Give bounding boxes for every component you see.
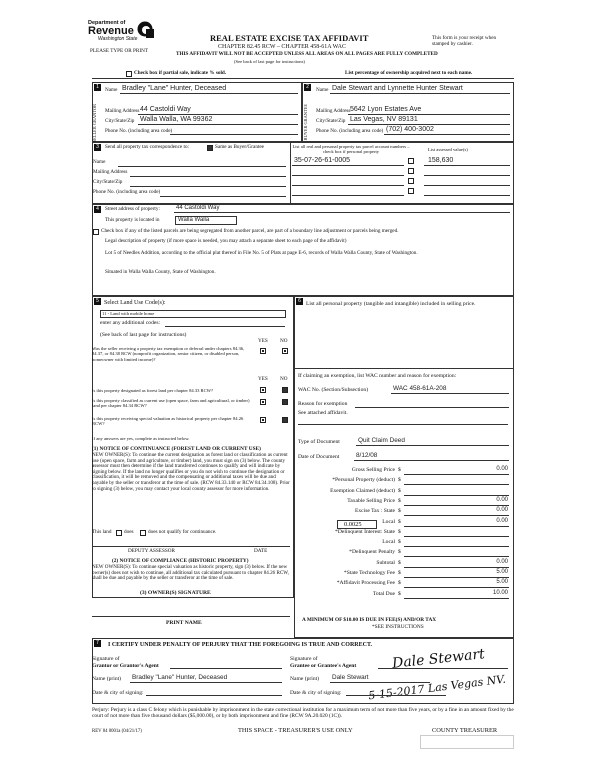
historic-question: Is this property receiving special valuation as historical property per chapter 84.26 RCW? [92, 416, 244, 427]
assessed-value-field[interactable]: 158,630 [428, 157, 454, 164]
completion-warning: THIS AFFIDAVIT WILL NOT BE ACCEPTED UNLESS ALL AREAS ON ALL PAGES ARE FULLY COMPLETED [176, 51, 438, 57]
buyer-mailing-field[interactable]: 5642 Lyon Estates Ave [350, 106, 422, 113]
personal-property-checkbox-1[interactable] [408, 158, 414, 164]
no-header-1: NO [280, 338, 288, 344]
calc-dollar-sign: $ [398, 487, 401, 494]
calc-row-label: Subtotal [376, 559, 395, 566]
calc-dollar-sign: $ [398, 549, 401, 556]
calc-row-label: *State Technology Fee [343, 570, 395, 576]
see-attached-note: See attached affidavit. [298, 410, 348, 416]
calc-row-label: *Personal Property (deduct) [332, 477, 395, 484]
calc-dollar-sign: $ [398, 497, 401, 504]
hist-no-checkbox[interactable] [282, 417, 288, 423]
treasurer-space-label: THIS SPACE - TREASURER'S USE ONLY [238, 727, 353, 734]
minimum-due-note: A MINIMUM OF $10.00 IS DUE IN FEE(S) AND/OR TAX [302, 617, 437, 623]
logo-agency: Revenue [88, 25, 134, 37]
seller-phone-label: Phone No. (including area code) [105, 128, 173, 134]
calc-row-value[interactable]: 0.00 [496, 517, 508, 524]
land-use-see-back: (See back of last page for instructions) [100, 332, 187, 338]
calc-dollar-sign: $ [398, 559, 401, 566]
street-label: Street address of property: [105, 206, 160, 212]
does-label: does [124, 529, 134, 535]
calc-dollar-sign: $ [398, 518, 401, 525]
seller-name-label: Name [105, 87, 118, 93]
buyer-phone-field[interactable]: (702) 400-3002 [386, 126, 434, 133]
buyer-csz-field[interactable]: Las Vegas, NV 89131 [350, 116, 418, 123]
doc-type-field[interactable]: Quit Claim Deed [358, 437, 405, 444]
calc-row-value[interactable]: 10.00 [492, 589, 508, 596]
calc-row-label: Total Due [372, 590, 395, 597]
land-use-code-value: 11 - Land with mobile home [102, 311, 155, 316]
calc-dollar-sign: $ [398, 508, 401, 515]
section-number-5: 5 [94, 298, 101, 305]
seller-mailing-field[interactable]: 44 Castoldi Way [140, 106, 191, 113]
yes-header-2: YES [258, 376, 268, 382]
forest-question: Is this property designated as forest land per chapter 84.33 RCW? [92, 388, 214, 393]
assessed-header: List assessed value(s) [428, 147, 468, 152]
additional-codes-label: enter any additional codes: [100, 320, 161, 326]
grantor-sig-label-1: Signature of [92, 656, 120, 662]
calc-dollar-sign: $ [398, 590, 401, 597]
page-title: REAL ESTATE EXCISE TAX AFFIDAVIT [210, 33, 369, 43]
doc-date-label: Date of Document [298, 454, 340, 460]
taxcorr-csz-label: City/State/Zip [93, 179, 123, 185]
exempt-yes-checkbox[interactable] [260, 348, 266, 354]
calc-row-value[interactable]: 0.00 [496, 496, 508, 503]
boundary-note: Check box if any of the listed parcels are being segregated from another parcel, are part of a boundary line adjustment or parcels being merged. [101, 228, 399, 234]
taxcorr-mailing-label: Mailing Address [93, 169, 128, 175]
doc-date-field[interactable]: 8/12/08 [356, 452, 378, 459]
open-yes-checkbox[interactable] [260, 399, 266, 405]
personal-property-label: List all personal property (tangible and intangible) included in selling price. [306, 301, 476, 307]
yes-header-1: YES [258, 338, 268, 344]
calc-row-value[interactable]: 5.00 [496, 579, 508, 586]
notice1-body: NEW OWNER(S): To continue the current designation as forest land or classification as current use (open space, farm and agriculture, or timber) land, you must sign on (3) below. The county assessor must then determine if the land transferred continues to qualify and will indicate by signing below. If the land no longer qualifies or you do not wish to continue the designation or classification, it will be removed and the compensating or additional taxes will be due and payable by the seller or transferor at the time of sale. (RCW 84.33.140 or RCW 84.34.108). Prior to signing (3) below, you may contact your local county assessor for more information. [92, 452, 290, 492]
reason-label: Reason for exemption [298, 401, 348, 407]
hist-yes-checkbox[interactable] [260, 417, 266, 423]
calc-row-label: Exemption Claimed (deduct) [330, 487, 395, 494]
section-number-3: 3 [94, 144, 101, 151]
located-in-value: Walla Walla [178, 217, 210, 223]
calc-dollar-sign: $ [398, 539, 401, 546]
seller-csz-label: City/State/Zip [105, 118, 135, 124]
seller-side-label: SELLER GRANTOR [92, 104, 97, 143]
no-header-2: NO [280, 376, 288, 382]
partial-sale-label: Check box if partial sale, indicate % sold. [134, 70, 227, 76]
section-number-1: 1 [94, 84, 101, 91]
section-number-4: 4 [94, 206, 101, 213]
exemption-label: If claiming an exemption, list WAC number and reason for exemption: [298, 373, 457, 379]
seller-mailing-label: Mailing Address [105, 108, 140, 114]
legal-description-2: Situated in Walla Walla County, State of Washington. [105, 269, 216, 275]
certify-title: I CERTIFY UNDER PENALTY OF PERJURY THAT THE FOREGOING IS TRUE AND CORRECT. [108, 642, 373, 648]
grantor-name-label: Name (print) [92, 676, 122, 682]
land-use-label: Select Land Use Code(s): [104, 300, 166, 306]
same-as-buyer-label: Same as Buyer/Grantee [215, 144, 264, 150]
land-does-label: This land [92, 529, 112, 535]
please-type: PLEASE TYPE OR PRINT [90, 48, 148, 54]
same-as-buyer-checkbox[interactable] [207, 145, 213, 151]
see-back-note: (See back of last page for instructions) [234, 59, 305, 64]
grantor-date-label: Date & city of signing: [92, 690, 144, 696]
exemption-question: Was the seller receiving a property tax exemption or deferral under chapters 84.36, 84.37, or 84.38 RCW (nonprofit organization, senior citizen, or disabled person, homeowner with limited income)? [92, 346, 245, 362]
section-number-6: 6 [296, 298, 303, 305]
grantor-sig-label-2: Grantor or Grantor's Agent [92, 663, 159, 669]
deputy-date-label: DATE [254, 548, 268, 554]
buyer-name-label: Name [316, 87, 329, 93]
personal-property-checkbox-2[interactable] [408, 168, 414, 174]
section-number-2: 2 [304, 84, 311, 91]
partial-sale-checkbox[interactable] [126, 71, 132, 77]
open-space-question: Is this property classified as current use (open space, farm and agricultural, or timber) land per chapter 84.34 RCW? [92, 398, 250, 409]
calc-dollar-sign: $ [398, 528, 401, 535]
parcels-header: List all real and personal property tax parcel account numbers – check box if personal property [292, 144, 410, 155]
calc-row-label: *Delinquent Interest: State [335, 528, 395, 535]
notice2-body: NEW OWNER(S): To continue special valuation as historic property, sign (3) below. If the new owner(s) does not wish to continue, all additional tax calculated pursuant to chapter 84.26 RCW, shall be due and payable by the seller or transferor at the time of sale. [92, 564, 289, 582]
see-instructions-note: *SEE INSTRUCTIONS [372, 624, 424, 630]
buyer-phone-label: Phone No. (including area code) [316, 128, 384, 134]
grantee-name-field[interactable]: Dale Stewart [332, 674, 369, 681]
calc-dollar-sign: $ [398, 580, 401, 587]
boundary-checkbox[interactable] [93, 229, 99, 235]
calc-row-label: Local [382, 518, 395, 525]
grantee-sig-label-1: Signature of [290, 656, 318, 662]
grantor-name-field[interactable]: Bradley "Lane" Hunter, Deceased [132, 674, 228, 681]
revenue-logo [88, 20, 158, 46]
exempt-no-checkbox[interactable] [282, 348, 288, 354]
parcel-number-field[interactable]: 35-07-26-61-0005 [294, 157, 351, 164]
calc-row-value[interactable]: 5.00 [496, 569, 508, 575]
seller-csz-field[interactable]: Walla Walla, WA 99362 [140, 116, 213, 123]
ownership-note: List percentage of ownership acquired next to each name. [345, 70, 473, 76]
calc-row-value[interactable]: 0.00 [496, 558, 508, 565]
tax-corr-label: Send all property tax correspondence to: [105, 144, 189, 150]
buyer-name-field[interactable]: Dale Stewart and Lynnette Hunter Stewart [332, 85, 463, 92]
calc-row-value[interactable]: 0.00 [496, 466, 508, 472]
grantor-signature-line[interactable] [170, 668, 282, 669]
calc-row-label: Gross Selling Price [351, 467, 395, 473]
located-label: This property is located in [105, 217, 160, 223]
deputy-assessor-label: DEPUTY ASSESSOR [128, 548, 175, 554]
forest-yes-checkbox[interactable] [260, 387, 266, 393]
does-qualify-checkbox[interactable] [116, 530, 122, 536]
buyer-side-label: BUYER GRANTEE [303, 104, 308, 141]
personal-property-checkbox-4[interactable] [408, 188, 414, 194]
legal-label: Legal description of property (if more space is needed, you may attach a separate sheet to each page of the affidavit) [105, 238, 347, 244]
perjury-text: Perjury: Perjury is a class C felony which is punishable by imprisonment in the state correctional institution for a maximum term of not more than five years, or by a fine in an amount fixed by the court of not more than five thousand dollars ($5,000.00), or by both imprisonment and fine (RCW 9A.20.020 (1C)). [92, 707, 514, 720]
print-name-label: PRINT NAME [166, 620, 202, 626]
calc-row-label: *Affidavit Processing Fee [336, 580, 395, 587]
form-revision: REV 84 0001a (04/21/17) [92, 729, 142, 734]
logo-state: Washington State [98, 36, 138, 42]
calc-dollar-sign: $ [398, 467, 401, 473]
taxcorr-name-label: Name [93, 159, 106, 165]
calc-row-label: Taxable Selling Price [347, 497, 395, 504]
section-number-7: 7 [94, 640, 101, 647]
notice2-title: (2) NOTICE OF COMPLIANCE (HISTORIC PROPERTY) [112, 558, 249, 564]
grantee-signature[interactable]: Dale Stewart [391, 646, 486, 672]
receipt-note: This form is your receipt when stamped by cashier. [432, 35, 497, 47]
logo-dept: Department of [88, 20, 126, 26]
calc-row-label: *Delinquent Penalty [349, 549, 395, 556]
grantee-date-field[interactable]: 5-15-2017 Las Vegas NV. [367, 672, 507, 703]
owner-signature-label: (3) OWNER(S) SIGNATURE [140, 590, 211, 596]
personal-property-checkbox-3[interactable] [408, 178, 414, 184]
grantee-name-label: Name (print) [290, 676, 320, 682]
calc-dollar-sign: $ [398, 570, 401, 576]
taxcorr-phone-label: Phone No. (including area code) [93, 189, 161, 195]
calc-row-label: Local [382, 539, 395, 546]
county-treasurer-label: COUNTY TREASURER [432, 727, 498, 734]
local-rate-value: 0.0025 [344, 521, 362, 528]
open-no-checkbox[interactable] [282, 399, 288, 405]
grantee-date-label: Date & city of signing: [290, 690, 342, 696]
revenue-swirl-icon [136, 20, 154, 38]
legal-description-1: Lot 5 of Needles Addition, according to the official plat thereof in File No. 5 of Plats at page E-6, records of Walla Walla County, State of Washington. [105, 250, 418, 256]
treasurer-stamp-area [420, 735, 514, 749]
calc-row-value[interactable]: 0.00 [496, 507, 508, 514]
buyer-csz-label: City/State/Zip [316, 118, 346, 124]
buyer-mailing-label: Mailing Address [316, 108, 351, 114]
does-not-qualify-checkbox[interactable] [140, 530, 146, 536]
doc-type-label: Type of Document [298, 439, 340, 445]
calc-row-label: Excise Tax : State [354, 508, 395, 515]
calc-dollar-sign: $ [398, 477, 401, 484]
grantee-sig-label-2: Grantee or Grantee's Agent [290, 663, 357, 669]
wac-field[interactable]: WAC 458-61A-208 [393, 385, 447, 392]
street-field[interactable]: 44 Castoldi Way [176, 205, 220, 211]
does-not-label: does not qualify for continuance. [148, 529, 217, 535]
forest-no-checkbox[interactable] [282, 387, 288, 393]
chapter-ref: CHAPTER 82.45 RCW – CHAPTER 458-61A WAC [218, 44, 346, 50]
wac-label: WAC No. (Section/Subsection) [298, 387, 369, 393]
notice1-title: (1) NOTICE OF CONTINUANCE (FOREST LAND OR CURRENT USE) [92, 446, 261, 452]
if-yes-note: If any answers are yes, complete as instructed below. [92, 436, 190, 441]
seller-name-field[interactable]: Bradley "Lane" Hunter, Deceased [122, 85, 227, 92]
